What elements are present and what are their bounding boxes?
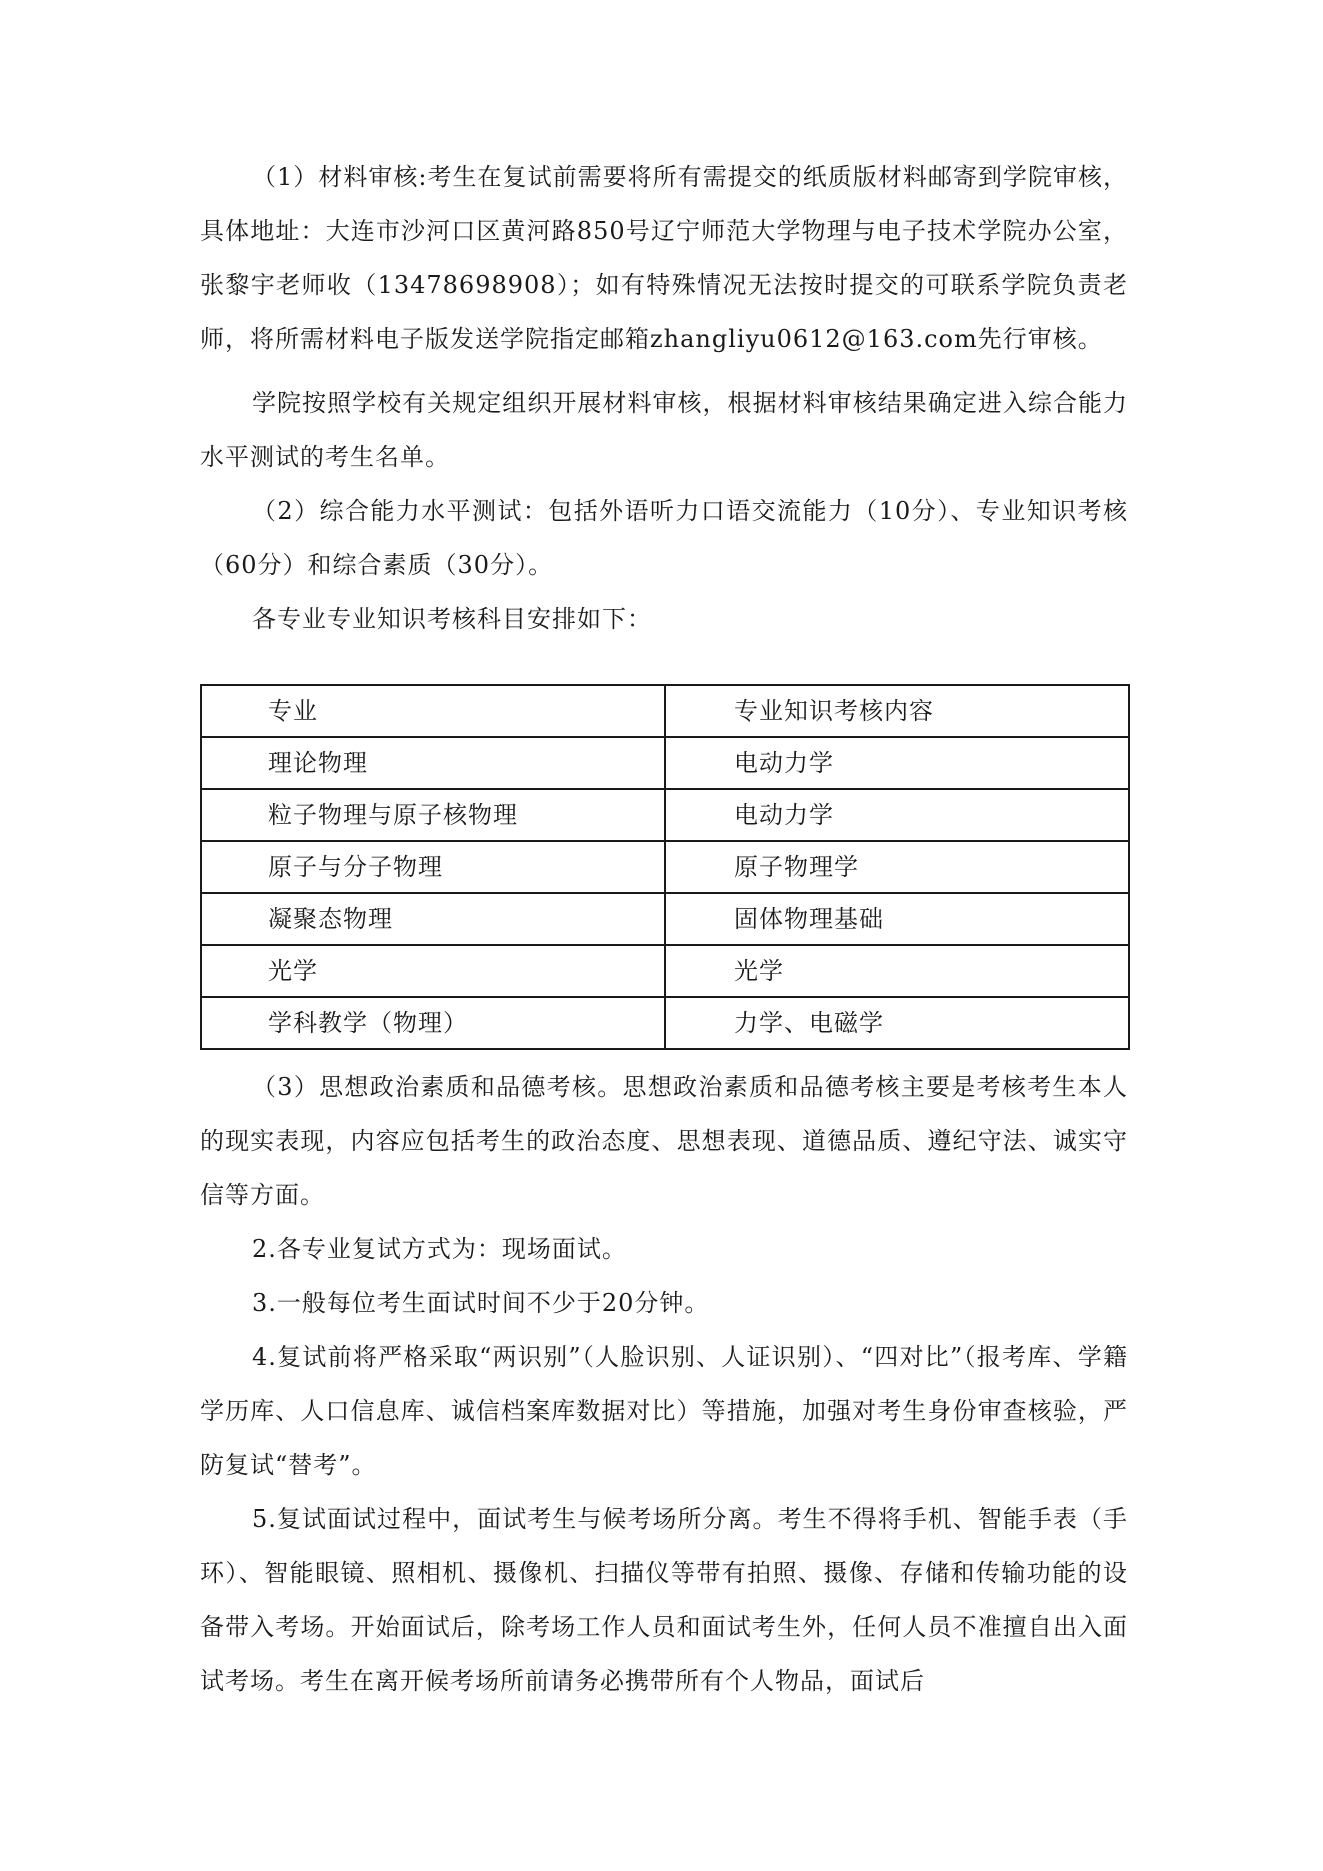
paragraph-table-intro: 各专业专业知识考核科目安排如下：	[252, 605, 652, 633]
table-cell-subject: 光学	[665, 945, 1129, 997]
table-cell-major: 学科教学（物理）	[201, 997, 665, 1049]
table-cell-major: 原子与分子物理	[201, 841, 665, 893]
table-row	[201, 841, 1129, 893]
subject-table	[200, 684, 1130, 1050]
paragraph-comprehensive-test: （2）综合能力水平测试：包括外语听力口语交流能力（10分）、专业知识考核（60分）和综合素质（30分）。	[200, 497, 1128, 579]
table-cell-subject: 原子物理学	[665, 841, 1129, 893]
table-cell-major: 粒子物理与原子核物理	[201, 789, 665, 841]
subject-table-wrapper	[200, 684, 1128, 1050]
paragraph-identity-check: 4.复试前将严格采取“两识别”（人脸识别、人证识别）、“四对比”（报考库、学籍学历库、人口信息库、诚信档案库数据对比）等措施，加强对考生身份审查核验，严防复试“替考”。	[200, 1343, 1128, 1479]
table-cell-major: 凝聚态物理	[201, 893, 665, 945]
table-row	[201, 997, 1129, 1049]
paragraph-interview-duration: 3.一般每位考生面试时间不少于20分钟。	[252, 1289, 710, 1317]
table-row	[201, 789, 1129, 841]
table-header-cell: 专业	[201, 685, 665, 737]
paragraph-interview-mode: 2.各专业复试方式为：现场面试。	[252, 1235, 627, 1263]
paragraph-political-review: （3）思想政治素质和品德考核。思想政治素质和品德考核主要是考核考生本人的现实表现，内容应包括考生的政治态度、思想表现、道德品质、遵纪守法、诚实守信等方面。	[200, 1073, 1128, 1209]
table-cell-major: 光学	[201, 945, 665, 997]
table-cell-subject: 电动力学	[665, 789, 1129, 841]
table-row	[201, 737, 1129, 789]
table-cell-subject: 电动力学	[665, 737, 1129, 789]
section-a	[200, 150, 1128, 646]
table-row	[201, 893, 1129, 945]
paragraph-interview-rules: 5.复试面试过程中，面试考生与候考场所分离。考生不得将手机、智能手表（手环）、智能眼镜、照相机、摄像机、扫描仪等带有拍照、摄像、存储和传输功能的设备带入考场。开始面试后，除考场工作人员和面试考生外，任何人员不准擅自出入面试考场。考生在离开候考场所前请务必携带所有个人物品，面试后	[200, 1505, 1128, 1695]
table-header-row	[201, 685, 1129, 737]
table-cell-subject: 固体物理基础	[665, 893, 1129, 945]
table-header-cell: 专业知识考核内容	[665, 685, 1129, 737]
section-b	[200, 1060, 1128, 1708]
paragraph-material-review: （1）材料审核:考生在复试前需要将所有需提交的纸质版材料邮寄到学院审核，具体地址：大连市沙河口区黄河路850号辽宁师范大学物理与电子技术学院办公室，张黎宇老师收（13478698908）；如有特殊情况无法按时提交的可联系学院负责老师，将所需材料电子版发送学院指定邮箱zhangliyu0612@163.com先行审核。	[200, 163, 1128, 353]
table-row	[201, 945, 1129, 997]
table-cell-major: 理论物理	[201, 737, 665, 789]
table-cell-subject: 力学、电磁学	[665, 997, 1129, 1049]
paragraph-review-procedure: 学院按照学校有关规定组织开展材料审核，根据材料审核结果确定进入综合能力水平测试的考生名单。	[200, 389, 1128, 471]
